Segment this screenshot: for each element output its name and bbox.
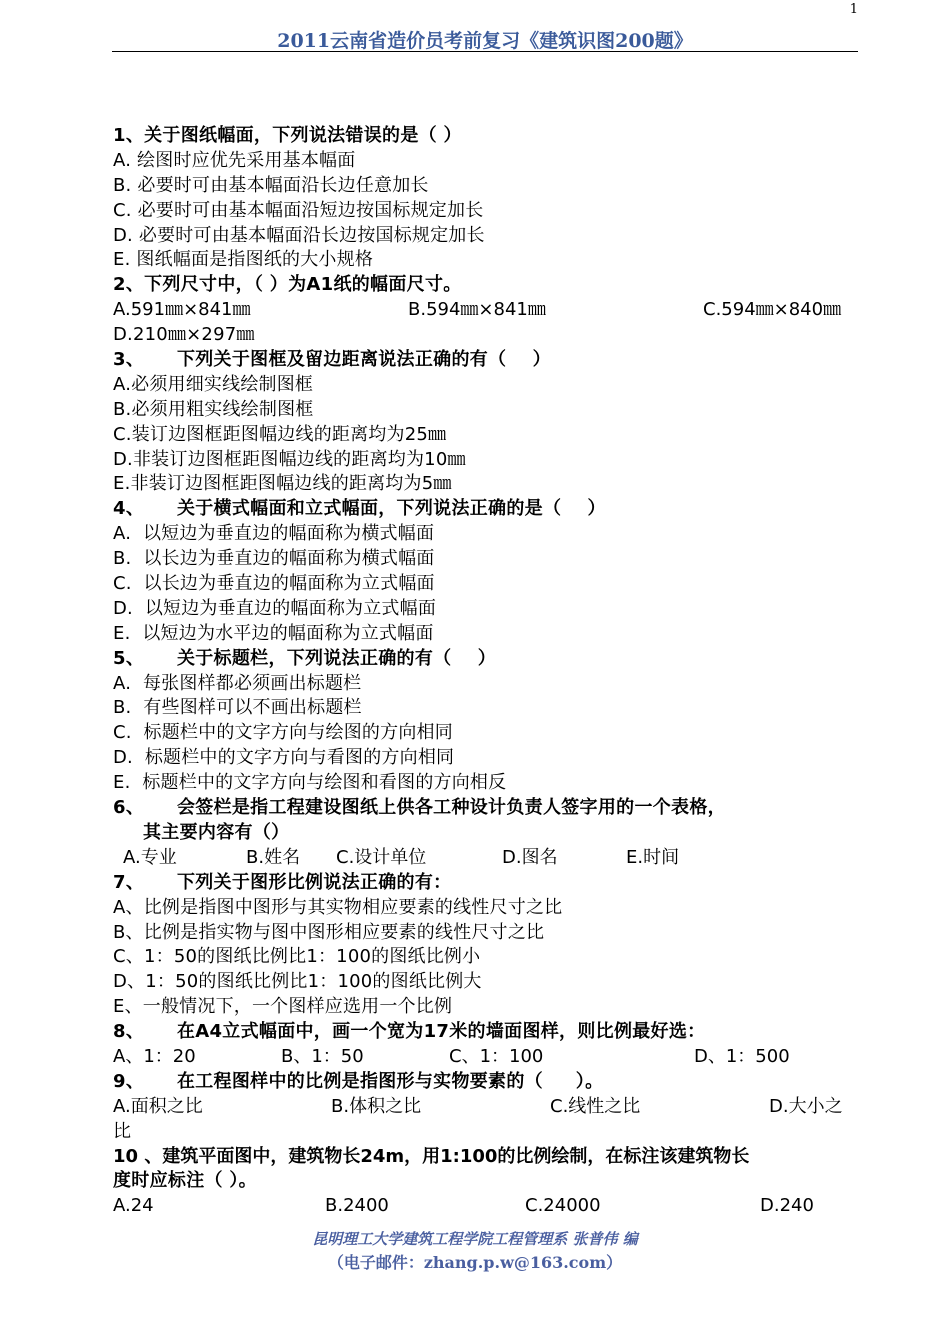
question-4-option-c: C. 以长边为垂直边的幅面称为立式幅面 — [113, 573, 435, 595]
page-number: 1 — [849, 2, 858, 17]
question-7-option-e: E、一般情况下，一个图样应选用一个比例 — [113, 996, 453, 1018]
question-2-option-a: A.591㎜×841㎜ — [113, 299, 251, 321]
question-4-stem: 4、 关于横式幅面和立式幅面，下列说法正确的是（ ） — [113, 498, 606, 520]
question-7-option-d: D、1：50的图纸比例比1：100的图纸比例大 — [113, 971, 482, 993]
question-8-options-row — [113, 1045, 863, 1070]
question-10-options-row — [113, 1194, 863, 1219]
question-6-option-a: A.专业 — [123, 846, 177, 868]
question-8-stem: 8、 在A4立式幅面中，画一个宽为17米的墙面图样，则比例最好选： — [113, 1021, 706, 1043]
question-2-option-b: B.594㎜×841㎜ — [408, 299, 546, 321]
question-10-stem-line-2: 度时应标注（ ）。 — [113, 1170, 257, 1192]
question-1-option-b: B. 必要时可由基本幅面沿长边任意加长 — [113, 174, 429, 196]
question-3-option-e: E.非装订边图框距图幅边线的距离均为5㎜ — [113, 473, 452, 495]
question-2-stem: 2、下列尺寸中，（ ）为A1纸的幅面尺寸。 — [113, 274, 462, 296]
question-9-option-d: D.大小之 — [769, 1095, 843, 1117]
question-8-option-c: C、1：100 — [449, 1045, 544, 1067]
question-1-option-d: D. 必要时可由基本幅面沿长边按国标规定加长 — [113, 224, 485, 246]
question-8-option-d: D、1：500 — [694, 1045, 790, 1067]
question-8-option-a: A、1：20 — [113, 1045, 196, 1067]
question-3-option-b: B.必须用粗实线绘制图框 — [113, 398, 314, 420]
question-10-option-b: B.2400 — [325, 1195, 389, 1217]
question-5-stem: 5、 关于标题栏，下列说法正确的有（ ） — [113, 647, 497, 669]
question-6-option-b: B.姓名 — [246, 846, 301, 868]
question-6-stem-line-2: 其主要内容有（） — [143, 821, 290, 843]
question-7-option-b: B、比例是指实物与图中图形相应要素的线性尺寸之比 — [113, 921, 545, 943]
question-3-option-d: D.非装订边图框距图幅边线的距离均为10㎜ — [113, 448, 466, 470]
question-9-option-d-wrap: 比 — [113, 1120, 132, 1142]
question-2-options-row — [113, 298, 863, 323]
question-5-option-b: B. 有些图样可以不画出标题栏 — [113, 697, 362, 719]
question-7-option-c: C、1：50的图纸比例比1：100的图纸比例小 — [113, 946, 481, 968]
question-3-option-c: C.装订边图框距图幅边线的距离均为25㎜ — [113, 423, 447, 445]
question-9-option-c: C.线性之比 — [550, 1095, 641, 1117]
question-4-option-a: A. 以短边为垂直边的幅面称为横式幅面 — [113, 523, 435, 545]
question-5-option-c: C. 标题栏中的文字方向与绘图的方向相同 — [113, 722, 453, 744]
page-header-title: 2011云南省造价员考前复习《建筑识图200题》 — [277, 30, 693, 52]
question-5-option-e: E. 标题栏中的文字方向与绘图和看图的方向相反 — [113, 772, 507, 794]
question-9-option-b: B.体积之比 — [331, 1095, 422, 1117]
question-2-option-d: D.210㎜×297㎜ — [113, 324, 255, 346]
question-10-option-c: C.24000 — [525, 1195, 601, 1217]
question-1-option-a: A. 绘图时应优先采用基本幅面 — [113, 149, 356, 171]
question-3-option-a: A.必须用细实线绘制图框 — [113, 373, 314, 395]
question-9-options-row — [113, 1095, 863, 1120]
question-1-option-e: E. 图纸幅面是指图纸的大小规格 — [113, 249, 374, 271]
question-6-stem-line-1: 6、 会签栏是指工程建设图纸上供各工种设计负责人签字用的一个表格， — [113, 797, 726, 819]
question-2-option-c: C.594㎜×840㎜ — [703, 299, 842, 321]
question-10-option-d: D.240 — [760, 1195, 814, 1217]
question-5-option-a: A. 每张图样都必须画出标题栏 — [113, 672, 362, 694]
question-4-option-d: D. 以短边为垂直边的幅面称为立式幅面 — [113, 597, 437, 619]
question-10-stem-line-1: 10 、建筑平面图中，建筑物长24m，用1:100的比例绘制，在标注该建筑物长 — [113, 1145, 750, 1167]
question-1-stem: 1、关于图纸幅面，下列说法错误的是（ ） — [113, 125, 462, 146]
question-4-option-b: B. 以长边为垂直边的幅面称为横式幅面 — [113, 548, 435, 570]
question-9-option-a: A.面积之比 — [113, 1095, 203, 1117]
footer-author: 昆明理工大学建筑工程学院工程管理系 张普伟 编 — [312, 1230, 638, 1248]
question-1-option-c: C. 必要时可由基本幅面沿短边按国标规定加长 — [113, 199, 484, 221]
question-6-options-row — [113, 846, 863, 871]
question-7-stem: 7、 下列关于图形比例说法正确的有： — [113, 871, 452, 893]
question-6-option-d: D.图名 — [502, 846, 558, 868]
question-8-option-b: B、1：50 — [281, 1045, 364, 1067]
question-list — [113, 124, 863, 1219]
question-5-option-d: D. 标题栏中的文字方向与看图的方向相同 — [113, 747, 455, 769]
question-9-stem: 9、 在工程图样中的比例是指图形与实物要素的（ ）。 — [113, 1070, 604, 1092]
question-4-option-e: E. 以短边为水平边的幅面称为立式幅面 — [113, 622, 434, 644]
footer-email: （电子邮件：zhang.p.w@163.com） — [327, 1253, 623, 1272]
question-6-option-c: C.设计单位 — [336, 846, 427, 868]
question-6-option-e: E.时间 — [626, 846, 680, 868]
question-7-option-a: A、比例是指图中图形与其实物相应要素的线性尺寸之比 — [113, 896, 563, 918]
header-divider — [112, 51, 858, 52]
question-3-stem: 3、 下列关于图框及留边距离说法正确的有（ ） — [113, 349, 551, 371]
question-10-option-a: A.24 — [113, 1195, 154, 1217]
